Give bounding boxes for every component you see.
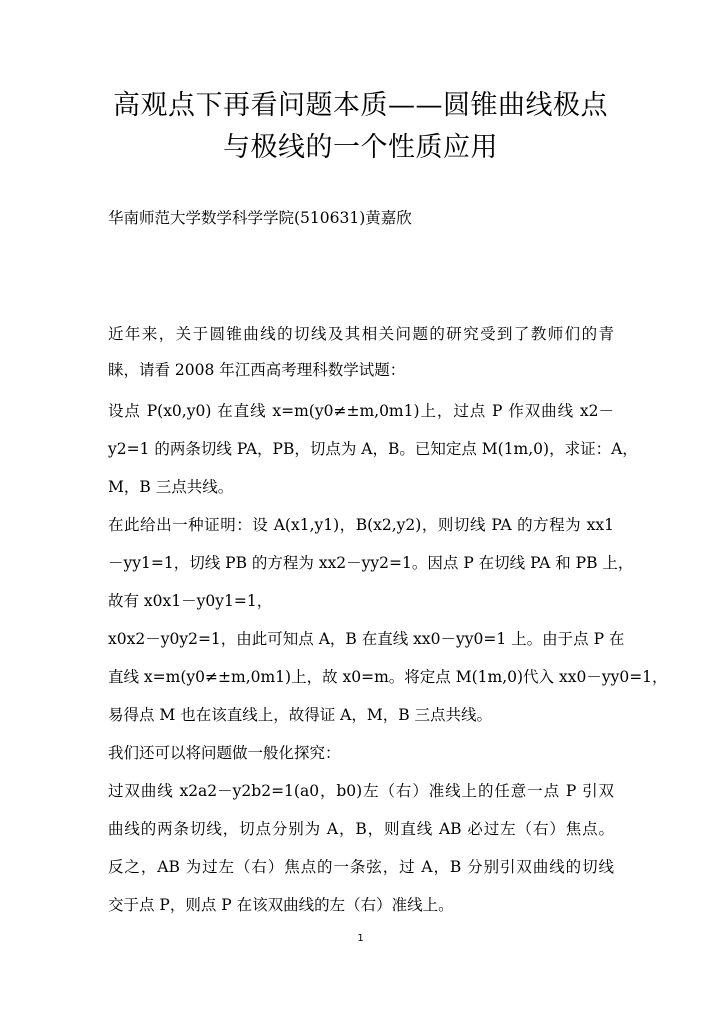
body-line: y2=1 的两条切线 PA，PB，切点为 A，B。已知定点 M(1m,0)，求证：A， (108, 440, 638, 458)
body-line: x0x2－y0y2=1，由此可知点 A，B 在直线 xx0－yy0=1 上。由于点 P 在 (108, 630, 625, 648)
body-line: 交于点 P，则点 P 在该双曲线的左（右）准线上。 (108, 896, 454, 914)
body-line: 曲线的两条切线，切点分别为 A，B，则直线 AB 必过左（右）焦点。 (108, 820, 614, 838)
body-line: 易得点 M 也在该直线上，故得证 A，M，B 三点共线。 (108, 706, 493, 724)
body-line: 直线 x=m(y0≠±m,0m1)上，故 x0=m。将定点 M(1m,0)代入 xx0－yy0=1， (108, 668, 668, 686)
body-line: 在此给出一种证明：设 A(x1,y1)，B(x2,y2)，则切线 PA 的方程为 xx1 (108, 516, 614, 534)
title-line-2: 与极线的一个性质应用 (223, 132, 498, 163)
page-number: 1 (357, 933, 364, 944)
body-line: 近年来，关于圆锥曲线的切线及其相关问题的研究受到了教师们的青 (108, 325, 614, 343)
body-line: M，B 三点共线。 (108, 478, 234, 496)
body-line: 过双曲线 x2a2－y2b2=1(a0，b0)左（右）准线上的任意一点 P 引双 (108, 782, 614, 800)
title-line-1: 高观点下再看问题本质——圆锥曲线极点 (113, 90, 608, 121)
body-line: 反之，AB 为过左（右）焦点的一条弦，过 A，B 分别引双曲线的切线 (108, 858, 614, 876)
body-line: 我们还可以将问题做一般化探究： (108, 744, 341, 762)
author-affiliation: 华南师范大学数学科学学院(510631)黄嘉欣 (108, 209, 412, 227)
body-line: 设点 P(x0,y0) 在直线 x=m(y0≠±m,0m1)上，过点 P 作双曲线 x2－ (108, 402, 614, 420)
body-line: 睐，请看 2008 年江西高考理科数学试题： (108, 361, 406, 379)
body-line: －yy1=1，切线 PB 的方程为 xx2－yy2=1。因点 P 在切线 PA 和 PB 上， (108, 554, 634, 572)
body-line: 故有 x0x1－y0y1=1， (108, 592, 273, 610)
